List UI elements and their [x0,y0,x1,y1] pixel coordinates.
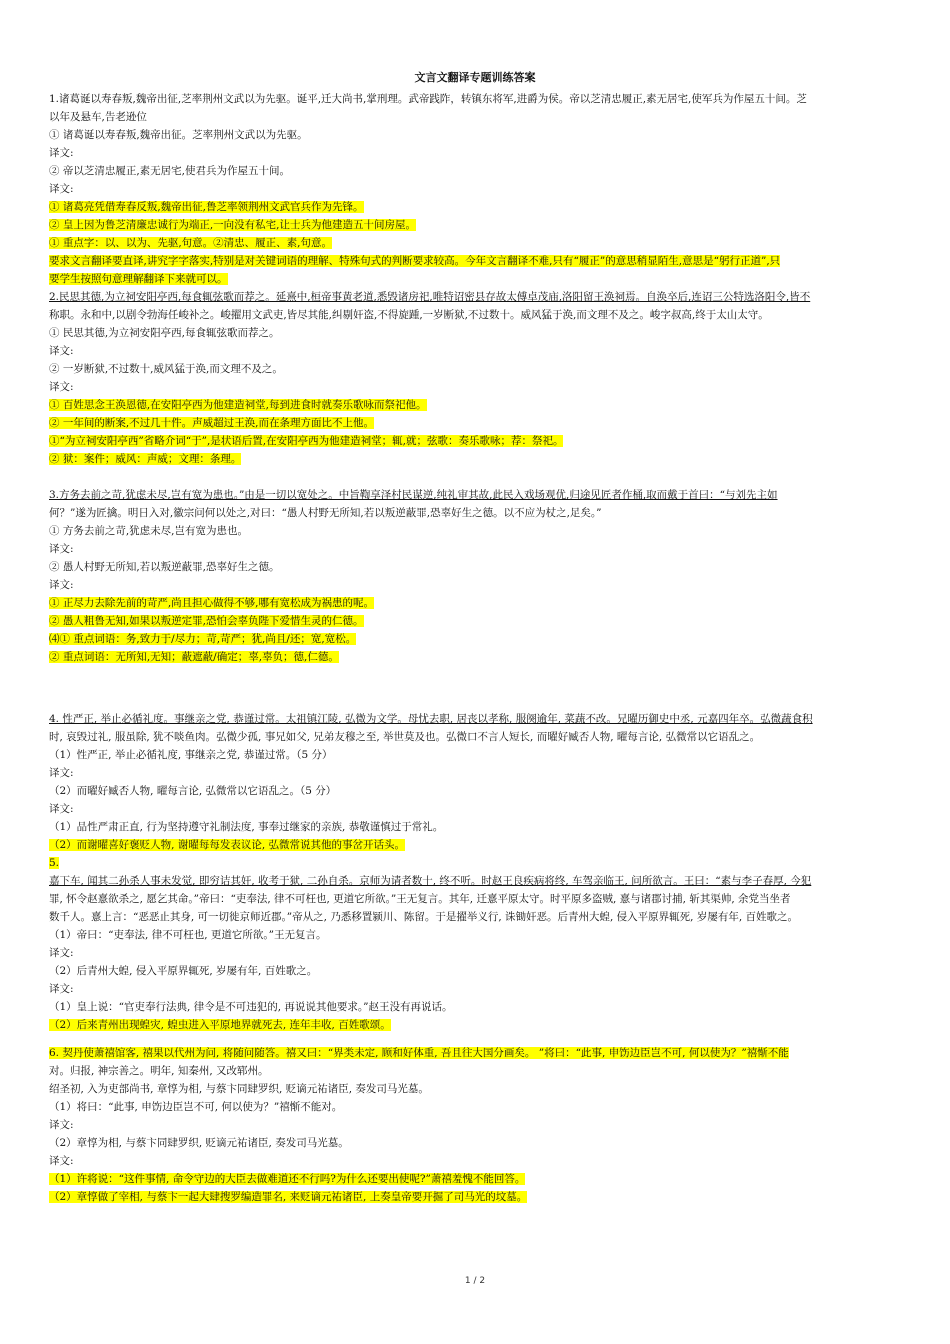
text-line [49,1064,905,1079]
text-line-content: 数千人。憙上言：“恶恶止其身, 可一切徙京师近郡。”帝从之, 乃悉移置颍川、陈留。于是擢举义行, 诛锄奸恶。后青州大蝗, 侵入平原界辄死, 岁屡有年, 百姓歌之。 [49,911,799,923]
text-line-content: ② 愚人村野无所知,若以叛逆蔽罪,恐辜好生之德。 [49,561,280,573]
text-line [49,524,905,539]
text-line-content: 译文: [49,345,74,357]
document-title: 文言文翻译专题训练答案 [414,71,536,84]
text-line-content: 称职。永和中,以剧令勃海任峻补之。峻擢用文武吏,皆尽其能,纠剔奸盗,不得旋踵,一岁断狱,不过数十。威风猛于涣,而文理不及之。峻字叔高,终于太山太守。 [49,309,769,321]
text-line-content: ① 诸葛亮凭借寿春反叛,魏帝出征,鲁芝率领荆州文武官兵作为先锋。 [49,201,364,213]
text-line-content: （2）章惇做了宰相, 与蔡卞一起大肆搜罗编造罪名, 来贬谪元祐诸臣, 上奏皇帝要开掘了司马光的坟墓。 [49,1191,528,1203]
text-line [49,308,905,323]
text-line [49,928,905,943]
text-line [49,398,905,413]
text-line-content: ①“为立祠安阳亭西”省略介词“于”,是状语后置,在安阳亭西为他建造祠堂；辄,就；弦歌：奏乐歌咏；荐：祭祀。 [49,435,564,447]
text-line-content: （2）而曜好臧否人物, 曜每言论, 弘微常以它语乱之。（5 分） [49,785,337,797]
text-line-content: （1）品性严肃正直, 行为坚持遵守礼制法度, 事奉过继家的亲族, 恭敬谨慎过于常礼。 [49,821,444,833]
text-line [49,910,905,925]
text-line [49,1172,905,1187]
text-line-content: 译文: [49,1119,74,1131]
text-line [49,110,905,125]
text-line [49,1100,905,1115]
text-line-content: ② 愚人粗鲁无知,如果以叛逆定罪,恐怕会辜负陛下爱惜生灵的仁德。 [49,615,364,627]
text-line-content: 译文: [49,1155,74,1167]
text-line [49,182,905,197]
text-line [49,712,905,727]
text-line [49,560,905,575]
text-line [49,802,905,817]
text-line-content: （1）许将说：“这件事情, 命令守边的大臣去做难道还不行吗?为什么还要出使呢?”萧禧羞愧不能回答。 [49,1173,526,1185]
text-line-content: 译文: [49,183,74,195]
text-line [49,1018,905,1033]
text-line-content: ① 百姓思念王涣恩德,在安阳亭西为他建造祠堂,每到进食时就奏乐歌咏而祭祀他。 [49,399,427,411]
text-line-content: 5. [49,857,60,869]
text-line [49,1190,905,1205]
text-line-content: ② 重点词语：无所知,无知；蔽遮蔽/确定；辜,辜负；德,仁德。 [49,651,339,663]
text-line [49,578,905,593]
text-line-content: 译文: [49,803,74,815]
text-line [49,254,905,269]
text-line [49,92,905,107]
text-line [49,650,905,665]
text-line-content: ⑷① 重点词语：务,致力于/尽力；苛,苛严；犹,尚且/还；宽,宽松。 [49,633,357,645]
text-line-content: 译文: [49,983,74,995]
text-line [49,146,905,161]
text-line-content: 嘉下车, 闻其二孙杀人事未发觉, 即穷诘其奸, 收考于狱, 二孙自杀。京师为请者数十, 终不听。时赵王良疾病将终, 车驾亲临王, 问所欲言。王曰：“素与李子春厚, 今犯 [49,875,812,887]
text-line-content: 译文: [49,543,74,555]
text-line-content: 要求文言翻译要直译,讲究字字落实,特别是对关键词语的理解、特殊句式的判断要求较高。今年文言翻译不难,只有“履正”的意思稍显陌生,意思是“躬行正道”,只 [49,255,781,267]
text-line [49,892,905,907]
text-line [49,236,905,251]
text-line-content: ① 方务去前之苛,犹虑未尽,岂有宽为患也。 [49,525,249,537]
text-line-content: （1）皇上说：“官吏奉行法典, 律令是不可违犯的, 再说说其他要求。”赵王没有再说话。 [49,1001,453,1013]
text-line [49,290,905,305]
text-line-content: ① 民思其德,为立祠安阳亭西,每食辄弦歌而荐之。 [49,327,280,339]
text-line-content: （1）帝曰：“吏奉法, 律不可枉也, 更道它所欲。”王无复言。 [49,929,327,941]
text-line-content: （2）章惇为相, 与蔡卞同肆罗织, 贬谪元祐诸臣, 奏发司马光墓。 [49,1137,349,1149]
text-line [49,326,905,341]
text-line [49,964,905,979]
text-line [49,1046,905,1061]
text-line [49,218,905,233]
text-line [49,946,905,961]
text-line-content: 1.诸葛诞以寿春叛,魏帝出征,芝率荆州文武以为先驱。诞平,迁大尚书,掌刑理。武帝践阼，转镇东将军,进爵为侯。帝以芝清忠履正,素无居宅,使军兵为作屋五十间。芝 [49,93,807,105]
text-line-content: ② 一岁断狱,不过数十,威风猛于涣,而文理不及之。 [49,363,283,375]
text-line-content: 2.民思其德,为立祠安阳亭西,每食辄弦歌而荐之。延熹中,桓帝事黄老道,悉毁诸房祀,唯特诏密县存故太傅卓茂庙,洛阳留王涣祠焉。自涣卒后,连诏三公特选洛阳令,皆不 [49,291,811,303]
text-line [49,748,905,763]
text-line [49,1082,905,1097]
text-line-content: ② 帝以芝清忠履正,素无居宅,使君兵为作屋五十间。 [49,165,291,177]
text-line [49,838,905,853]
text-line [49,874,905,889]
text-line [49,784,905,799]
text-line-content: 绍圣初, 入为吏部尚书, 章惇为相, 与蔡卞同肆罗织, 贬谪元祐诸臣, 奏发司马光墓。 [49,1083,429,1095]
text-line-content: ① 正尽力去除先前的苛严,尚且担心做得不够,哪有宽松成为祸患的呢。 [49,597,375,609]
text-line [49,128,905,143]
text-line [49,982,905,997]
text-line-content: 6. 契丹使萧禧馆客, 禧果以代州为问, 将随问随答。禧又曰：“界类未定, 顾和好体重, 吾且往大国分画矣。 ”将曰：“此事, 申饬边臣岂不可, 何以使为？”禧惭不能 [49,1047,789,1059]
text-line-content: 3.方务去前之苛,犹虑未尽,岂有宽为患也。”由是一切以宽处之。中旨鞫享泽村民谋逆,纯礼审其故,此民入戏场观优,归途见匠者作桶,取而戴于首曰：“与刘先主如 [49,489,778,501]
text-line-content: 罪, 怀令赵憙欲杀之, 愿乞其命。”帝曰：“吏奉法, 律不可枉也, 更道它所欲。”王无复言。其年, 迁憙平原太守。时平原多盗贼, 憙与诸郡讨捕, 斩其渠帅, 余党当坐者 [49,893,791,905]
text-line-content: （2）而谢曜喜好褒贬人物, 谢曜每每发表议论, 弘微常说其他的事岔开话头。 [49,839,406,851]
text-line [49,272,905,287]
text-line-content: 以年及悬车,告老逊位 [49,111,147,123]
text-line [49,362,905,377]
text-line [49,820,905,835]
text-line [49,416,905,431]
text-line [49,1000,905,1015]
text-line [49,1118,905,1133]
text-line [49,344,905,359]
text-line-content: ② 狱：案件；威风：声威；文理：条理。 [49,453,242,465]
text-line [49,380,905,395]
text-line [49,614,905,629]
text-line [49,596,905,611]
text-line-content: 译文: [49,381,74,393]
text-line-content: 何？”遂为匠擒。明日入对,徽宗问何以处之,对曰：“愚人村野无所知,若以叛逆蔽罪,恐辜好生之德。以不应为杖之,足矣。” [49,507,602,519]
text-line-content: 时, 哀毁过礼, 服虽除, 犹不啖鱼肉。弘微少孤, 事兄如父, 兄弟友穆之至, 举世莫及也。弘微口不言人短长, 而曜好臧否人物, 曜每言论, 弘微常以它语乱之。 [49,731,761,743]
text-line-content: ① 诸葛诞以寿春叛,魏帝出征。芝率荆州文武以为先驱。 [49,129,308,141]
text-line [49,730,905,745]
text-line-content: （1）性严正, 举止必循礼度, 事继亲之党, 恭谨过常。（5 分） [49,749,333,761]
text-line-content: 译文: [49,767,74,779]
text-line [49,632,905,647]
text-line-content: （1）将曰：“此事, 申饬边臣岂不可, 何以使为？”禧惭不能对。 [49,1101,343,1113]
text-line [49,452,905,467]
text-line-content: （2）后来青州出现蝗灾, 蝗虫进入平原地界就死去, 连年丰收, 百姓歌颂。 [49,1019,391,1031]
text-line-content: 要学生按照句意理解翻译下来就可以。 [49,273,228,285]
text-line-content: 译文: [49,147,74,159]
text-line-content: （2）后青州大蝗, 侵入平原界辄死, 岁屡有年, 百姓歌之。 [49,965,318,977]
page-number: 1 / 2 [464,1276,486,1286]
text-line [49,506,905,521]
text-line [49,1136,905,1151]
text-line [49,766,905,781]
text-line [49,488,905,503]
text-line-content: 译文: [49,947,74,959]
text-line-content: 对。归报, 神宗善之。明年, 知秦州, 又改郓州。 [49,1065,269,1077]
text-line [49,164,905,179]
text-line-content: 4. 性严正, 举止必循礼度。事继亲之党, 恭谨过常。太祖镇江陵, 弘微为文学。母忧去职, 居丧以孝称, 服阕逾年, 菜蔬不改。兄曜历御史中丞, 元嘉四年卒。弘微蔬食积 [49,713,813,725]
text-line [49,1154,905,1169]
text-line-content: ① 重点字：以、以为、先驱,句意。②清忠、履正、素,句意。 [49,237,333,249]
text-line [49,200,905,215]
text-line [49,856,905,871]
text-line-content: ② 皇上因为鲁芝清廉忠诚行为端正,一向没有私宅,让士兵为他建造五十间房屋。 [49,219,417,231]
text-line-content: ② 一年间的断案,不过几十件。声威超过王涣,而在条理方面比不上他。 [49,417,375,429]
text-line [49,542,905,557]
text-line-content: 译文: [49,579,74,591]
text-line [49,434,905,449]
